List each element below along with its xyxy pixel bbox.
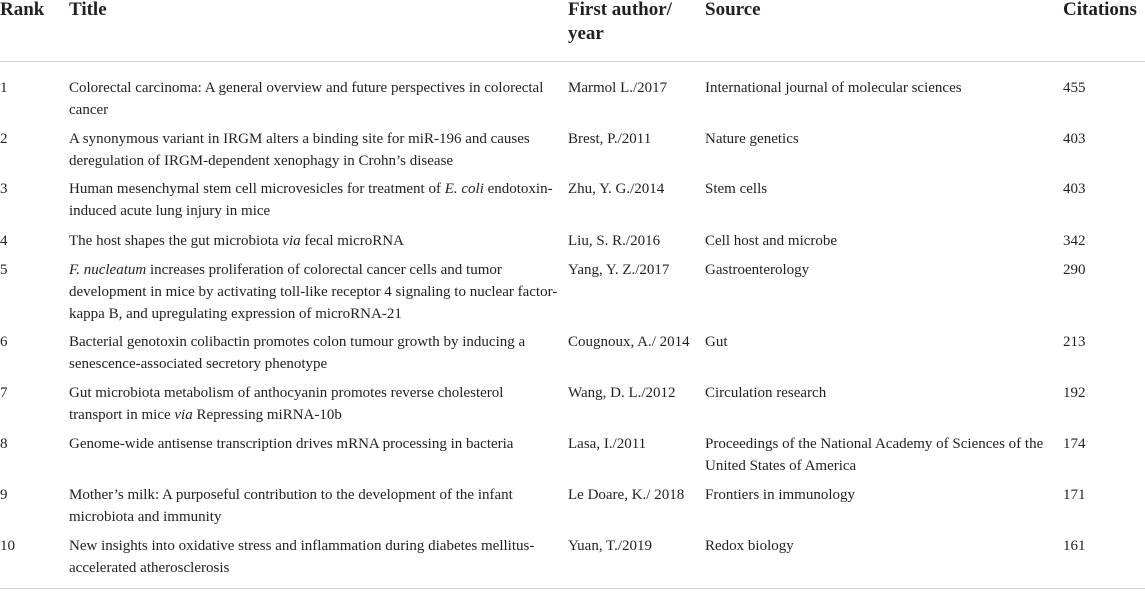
cell-citations: 403: [1063, 181, 1086, 197]
cell-title: [69, 382, 559, 426]
table-bottom-rule: [0, 588, 1145, 589]
title-text: The host shapes the gut microbiota: [69, 233, 283, 249]
cell-author: Yang, Y. Z./2017: [568, 262, 670, 278]
cell-author: Cougnoux, A./ 2014: [568, 334, 690, 350]
cell-citations: 455: [1063, 80, 1086, 96]
cell-title: [69, 259, 559, 325]
cell-author: Lasa, I./2011: [568, 436, 647, 452]
cell-title: Colorectal carcinoma: A general overview and future perspectives in colorectal cancer: [69, 80, 544, 118]
cell-author: Le Doare, K./ 2018: [568, 487, 685, 503]
cell-title: Bacterial genotoxin colibactin promotes colon tumour growth by inducing a senescence-associated secretory phenotype: [69, 334, 526, 372]
header-first-author-year: First author/ year: [568, 0, 672, 44]
cell-rank: 5: [0, 262, 8, 278]
cell-citations: 192: [1063, 385, 1086, 401]
cell-author: Marmol L./2017: [568, 80, 668, 96]
cell-title: A synonymous variant in IRGM alters a binding site for miR-196 and causes deregulation of IRGM-dependent xenophagy in Crohn’s disease: [69, 131, 530, 169]
cell-citations: 161: [1063, 538, 1086, 554]
cell-source: Redox biology: [705, 538, 794, 554]
cell-source: Cell host and microbe: [705, 233, 838, 249]
cell-citations: 171: [1063, 487, 1086, 503]
cell-author: Zhu, Y. G./2014: [568, 181, 665, 197]
cell-title: Genome-wide antisense transcription drives mRNA processing in bacteria: [69, 436, 514, 452]
cell-rank: 7: [0, 385, 8, 401]
header-rank: Rank: [0, 0, 45, 20]
cell-title: Mother’s milk: A purposeful contribution to the development of the infant microbiota and immunity: [69, 487, 513, 525]
cell-rank: 2: [0, 131, 8, 147]
cell-author: Liu, S. R./2016: [568, 233, 661, 249]
cell-citations: 213: [1063, 334, 1086, 350]
cell-source: Gastroenterology: [705, 262, 810, 278]
cell-rank: 10: [0, 538, 15, 554]
title-text: Human mesenchymal stem cell microvesicles for treatment of: [69, 181, 445, 197]
cell-rank: 8: [0, 436, 8, 452]
cell-author: Wang, D. L./2012: [568, 385, 676, 401]
cell-title: [69, 230, 559, 252]
cell-citations: 403: [1063, 131, 1086, 147]
header-title: Title: [69, 0, 107, 20]
header-source: Source: [705, 0, 761, 20]
cell-source: Circulation research: [705, 385, 827, 401]
cell-source: International journal of molecular sciences: [705, 80, 962, 96]
title-text: fecal microRNA: [300, 233, 404, 249]
title-italic-text: via: [174, 407, 193, 423]
cell-citations: 342: [1063, 233, 1086, 249]
title-text: Gut microbiota metabolism of anthocyanin promotes reverse cholesterol transport in mice: [69, 385, 504, 423]
cell-author: Yuan, T./2019: [568, 538, 653, 554]
table-header: [0, 0, 1145, 62]
title-text: Repressing miRNA-10b: [192, 407, 342, 423]
cell-source: Nature genetics: [705, 131, 799, 147]
cell-source: Frontiers in immunology: [705, 487, 855, 503]
cell-citations: 174: [1063, 436, 1086, 452]
cell-rank: 4: [0, 233, 8, 249]
cell-author: Brest, P./2011: [568, 131, 652, 147]
cell-rank: 1: [0, 80, 8, 96]
cell-source: Gut: [705, 334, 728, 350]
title-italic-text: F. nucleatum: [69, 262, 147, 278]
cell-source: Stem cells: [705, 181, 768, 197]
title-text: endotoxin-induced acute lung injury in mice: [69, 181, 553, 219]
cell-title: [69, 178, 559, 222]
cell-citations: 290: [1063, 262, 1086, 278]
title-italic-text: via: [282, 233, 301, 249]
cell-rank: 9: [0, 487, 8, 503]
cell-rank: 6: [0, 334, 8, 350]
cell-title: New insights into oxidative stress and inflammation during diabetes mellitus-accelerated atherosclerosis: [69, 538, 535, 576]
title-italic-text: E. coli: [444, 181, 484, 197]
cell-rank: 3: [0, 181, 8, 197]
title-text: increases proliferation of colorectal cancer cells and tumor development in mice by activating toll-like receptor 4 signaling to nuclear factor-kappa B, and upregulating expression of microRNA-21: [69, 262, 558, 322]
cell-source: Proceedings of the National Academy of Sciences of the United States of America: [705, 436, 1044, 474]
header-citations: Citations: [1063, 0, 1137, 20]
